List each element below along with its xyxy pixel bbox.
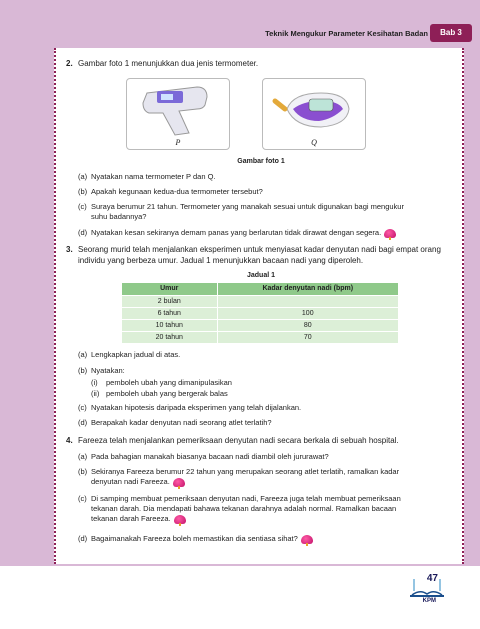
table-row: 2 bulan bbox=[122, 295, 398, 307]
brain-icon bbox=[301, 535, 313, 544]
brain-icon bbox=[173, 478, 185, 487]
exercise-panel: 2. Gambar foto 1 menunjukkan dua jenis termometer. P Q Gambar foto 1 (a) Nyatakan nama termometer P dan Q. (b) Apakah kegunaan kedua-dua termometer tersebut? (c) Suraya berumur 21 tahun. Termometer yang manakah sesuai untuk digunakan bagi mengukur suhu badannya? (d) Nyatakan kesan sekiranya demam panas yang berlarutan tidak dirawat dengan segera. 3. Seorang murid telah menjalankan eksperimen untuk menyiasat kadar denyutan nadi bagi empat orang individu yang berbeza umur. Jadual 1 menunjukkan bacaan nadi yang diperoleh. Jadual 1 Umur Kadar denyutan nadi (bpm) 2 bulan 6 tahun 100 10 tahun 80 20 tahun 70 (a) Lengkapkan jadual di atas. (b) Nyatakan: (i) pemboleh ubah yang dimanipulasikan (ii) pemboleh ubah yang bergerak balas (c) Nyatakan hipotesis daripada eksperimen yang telah dijalankan. (d) Berapakah kadar denyutan nadi seorang atlet terlatih? 4. Fareeza telah menjalankan pemeriksaan denyutan nadi secara berkala di sebuah hospital. (a) Pada bahagian manakah biasanya bacaan nadi diambil oleh jururawat? (b) Sekiranya Fareeza berumur 22 tahun yang merupakan seorang atlet terlatih, ramalkan kadar denyutan nadi Fareeza. (c) Di samping membuat pemeriksaan denyutan nadi, Fareeza juga telah membuat pemeriksaan tekanan darah. Dia mendapati bahawa tekanan darahnya adalah normal. Ramalkan bacaan tekanan darah Fareeza. (d) Bagaimanakah Fareeza boleh memastikan dia sentiasa sihat? bbox=[54, 48, 464, 564]
chapter-tab: Bab 3 bbox=[430, 24, 472, 42]
infrared-thermometer-icon bbox=[127, 79, 231, 139]
chapter-title: Teknik Mengukur Parameter Kesihatan Badan bbox=[265, 29, 428, 38]
publisher-mark: KPM bbox=[422, 598, 436, 604]
page-footer bbox=[0, 566, 480, 629]
page-number: 47 bbox=[426, 573, 438, 584]
table-title: Jadual 1 bbox=[246, 272, 275, 279]
table-row: 10 tahun 80 bbox=[122, 319, 398, 331]
thermometer-photo-p bbox=[126, 78, 230, 150]
photo-label-p: P bbox=[175, 138, 181, 147]
thermometer-photo-q bbox=[262, 78, 366, 150]
question-text: Fareeza telah menjalankan pemeriksaan denyutan nadi secara berkala di sebuah hospital. bbox=[78, 436, 399, 445]
question-number: 2. bbox=[66, 59, 73, 68]
table-header-age: Umur bbox=[122, 283, 217, 295]
question-text: Seorang murid telah menjalankan eksperimen untuk menyiasat kadar denyutan nadi bagi empat orang individu yang berbeza umur. Jadual 1 menunjukkan bacaan nadi yang diperoleh. bbox=[78, 245, 441, 265]
brain-icon bbox=[174, 515, 186, 524]
table-header-rate: Kadar denyutan nadi (bpm) bbox=[217, 283, 398, 295]
question-number: 3. bbox=[66, 245, 73, 254]
pulse-rate-table bbox=[122, 283, 398, 343]
question-number: 4. bbox=[66, 436, 73, 445]
page-header-band bbox=[0, 0, 480, 46]
table-row: 6 tahun 100 bbox=[122, 307, 398, 319]
digital-ear-thermometer-icon bbox=[263, 79, 367, 139]
figure-caption: Gambar foto 1 bbox=[237, 158, 285, 165]
photo-label-q: Q bbox=[311, 138, 317, 147]
brain-icon bbox=[384, 229, 396, 238]
question-text: Gambar foto 1 menunjukkan dua jenis termometer. bbox=[78, 59, 259, 68]
table-row: 20 tahun 70 bbox=[122, 331, 398, 343]
